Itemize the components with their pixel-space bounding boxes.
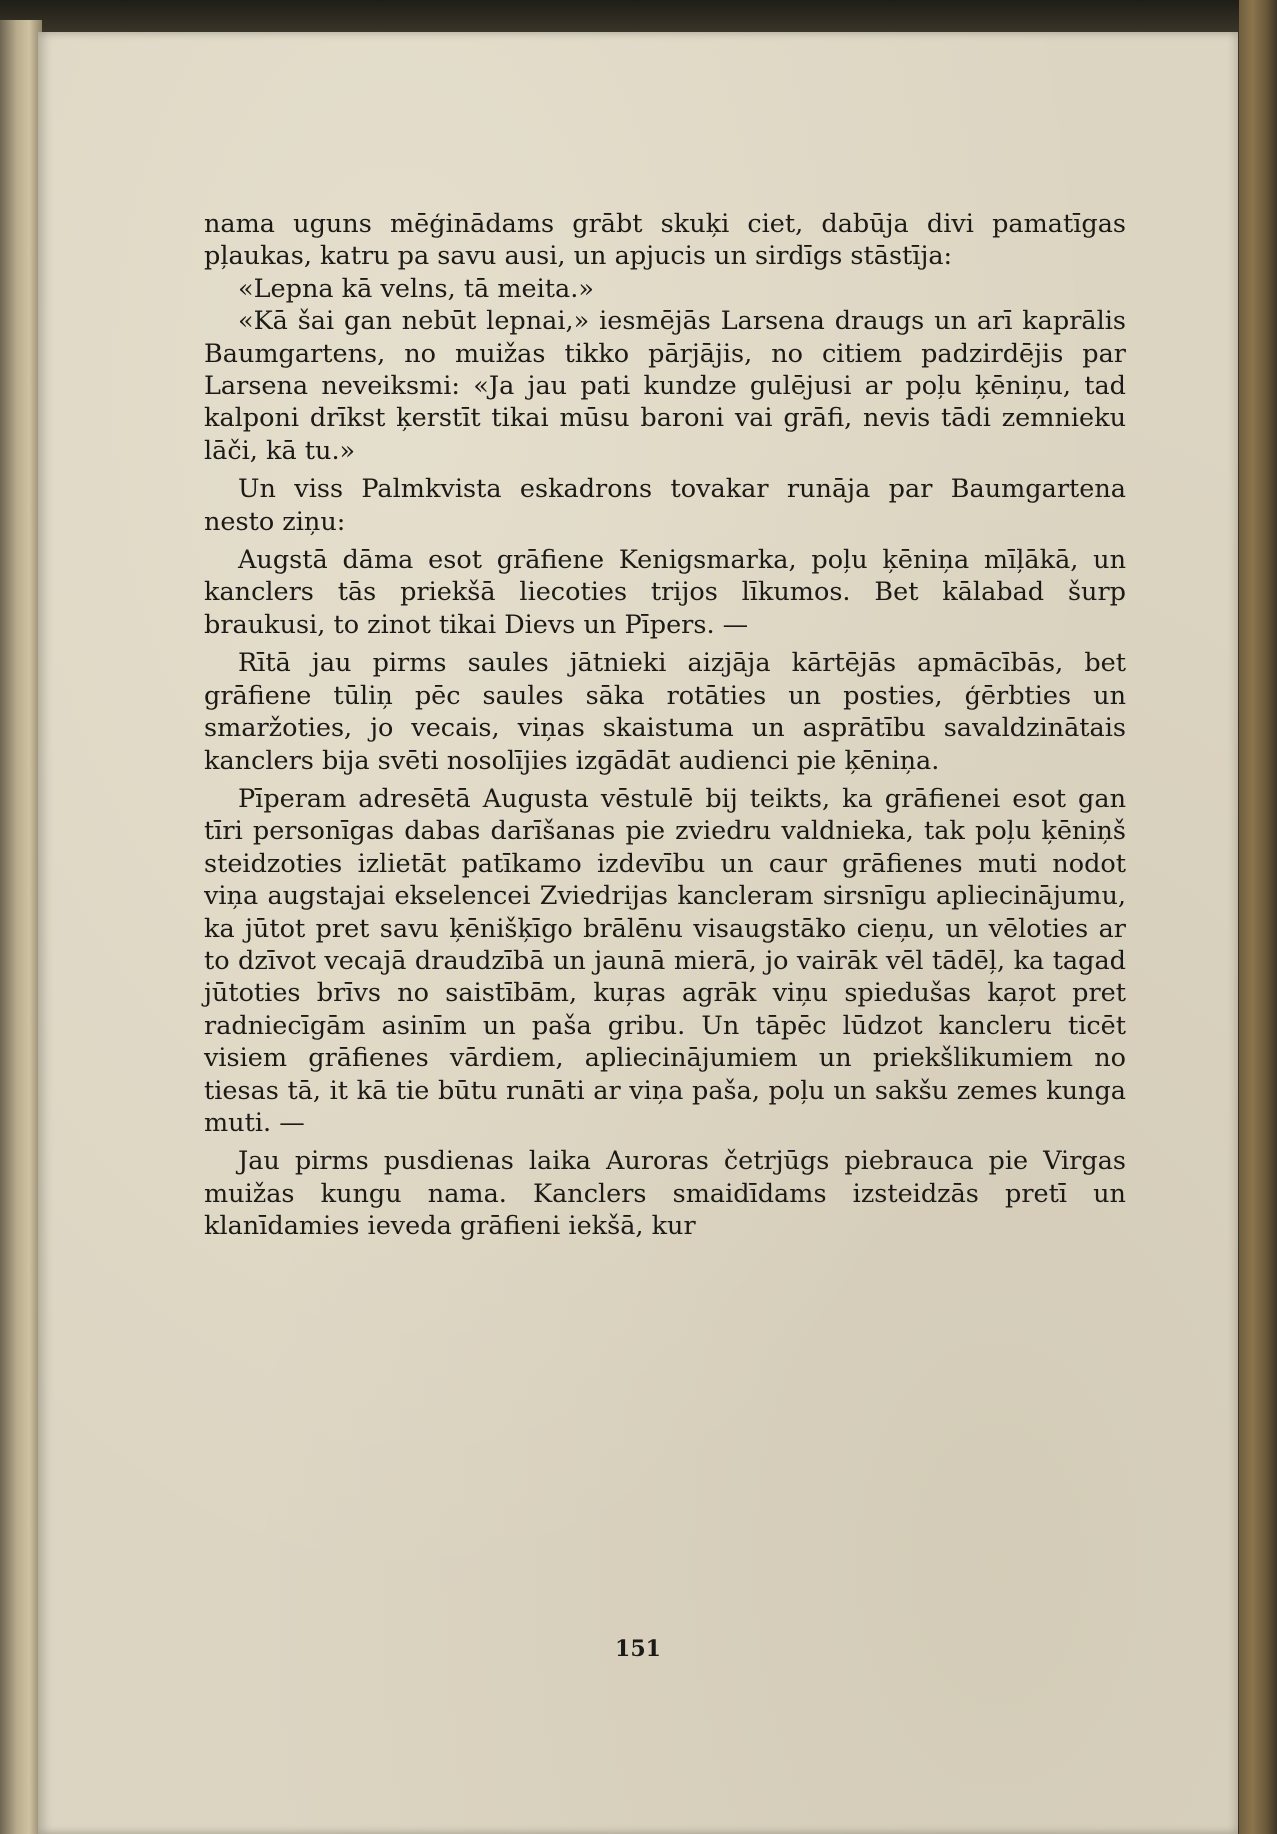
paragraph: «Kā šai gan nebūt lepnai,» iesmējās Larsena draugs un arī kaprālis Baumgartens, no muižas tikko pārjājis, no citiem padzirdējis par Larsena neveiksmi: «Ja jau pati kundze gulējusi ar poļu ķēniņu, tad kalponi drīkst ķerstīt tikai mūsu baroni vai grāfi, nevis tādi zemnieku lāči, kā tu.»: [204, 306, 1126, 466]
paragraph: nama uguns mēģinādams grābt skuķi ciet, dabūja divi pamatīgas pļaukas, katru pa savu ausi, un apjucis un sirdīgs stāstīja:: [204, 209, 1126, 272]
paragraph: Un viss Palmkvista eskadrons tovakar runāja par Baumgartena nesto ziņu:: [204, 474, 1126, 537]
paragraph: Jau pirms pusdienas laika Auroras četrjūgs piebrauca pie Virgas muižas kungu nama. Kanclers smaidīdams izsteidzās pretī un klanīdamies ieveda grāfieni iekšā, kur: [204, 1146, 1126, 1242]
paragraph: Rītā jau pirms saules jātnieki aizjāja kārtējās apmācībās, bet grāfiene tūliņ pēc saules sāka rotāties un posties, ģērbties un smaržoties, jo vecais, viņas skaistuma un asprātību savaldzinātais kanclers bija svēti nosolījies izgādāt audienci pie ķēniņa.: [204, 648, 1126, 776]
page-number: 151: [615, 1636, 661, 1662]
left-page-edge: [0, 20, 42, 1834]
paragraph: Pīperam adresētā Augusta vēstulē bij teikts, ka grāfienei esot gan tīri personīgas dabas darīšanas pie zviedru valdnieka, tak poļu ķēniņš steidzoties izlietāt patīkamo izdevību un caur grāfienes muti nodot viņa augstajai ekselencei Zviedrijas kancleram sirsnīgu apliecinājumu, ka jūtot pret savu ķēnišķīgo brālēnu visaugstāko cieņu, un vēloties ar to dzīvot vecajā draudzībā un jaunā mierā, jo vairāk vēl tādēļ, ka tagad jūtoties brīvs no saistībām, kuŗas agrāk viņu spiedušas kaŗot pret radniecīgām asinīm un paša gribu. Un tāpēc lūdzot kancleru ticēt visiem grāfienes vārdiem, apliecinājumiem un priekšlikumiem no tiesas tā, it kā tie būtu runāti ar viņa paša, poļu un sakšu zemes kunga muti. —: [204, 783, 1126, 1138]
top-edge: [0, 0, 1277, 34]
paragraph: Augstā dāma esot grāfiene Kenigsmarka, poļu ķēniņa mīļākā, un kanclers tās priekšā liecoties trijos līkumos. Bet kālabad šurp braukusi, to zinot tikai Dievs un Pīpers. —: [204, 545, 1126, 640]
book-page: [38, 32, 1238, 1834]
page-body-text: [204, 208, 1126, 1243]
book-binding: [1239, 0, 1277, 1834]
paragraph: «Lepna kā velns, tā meita.»: [238, 273, 594, 304]
